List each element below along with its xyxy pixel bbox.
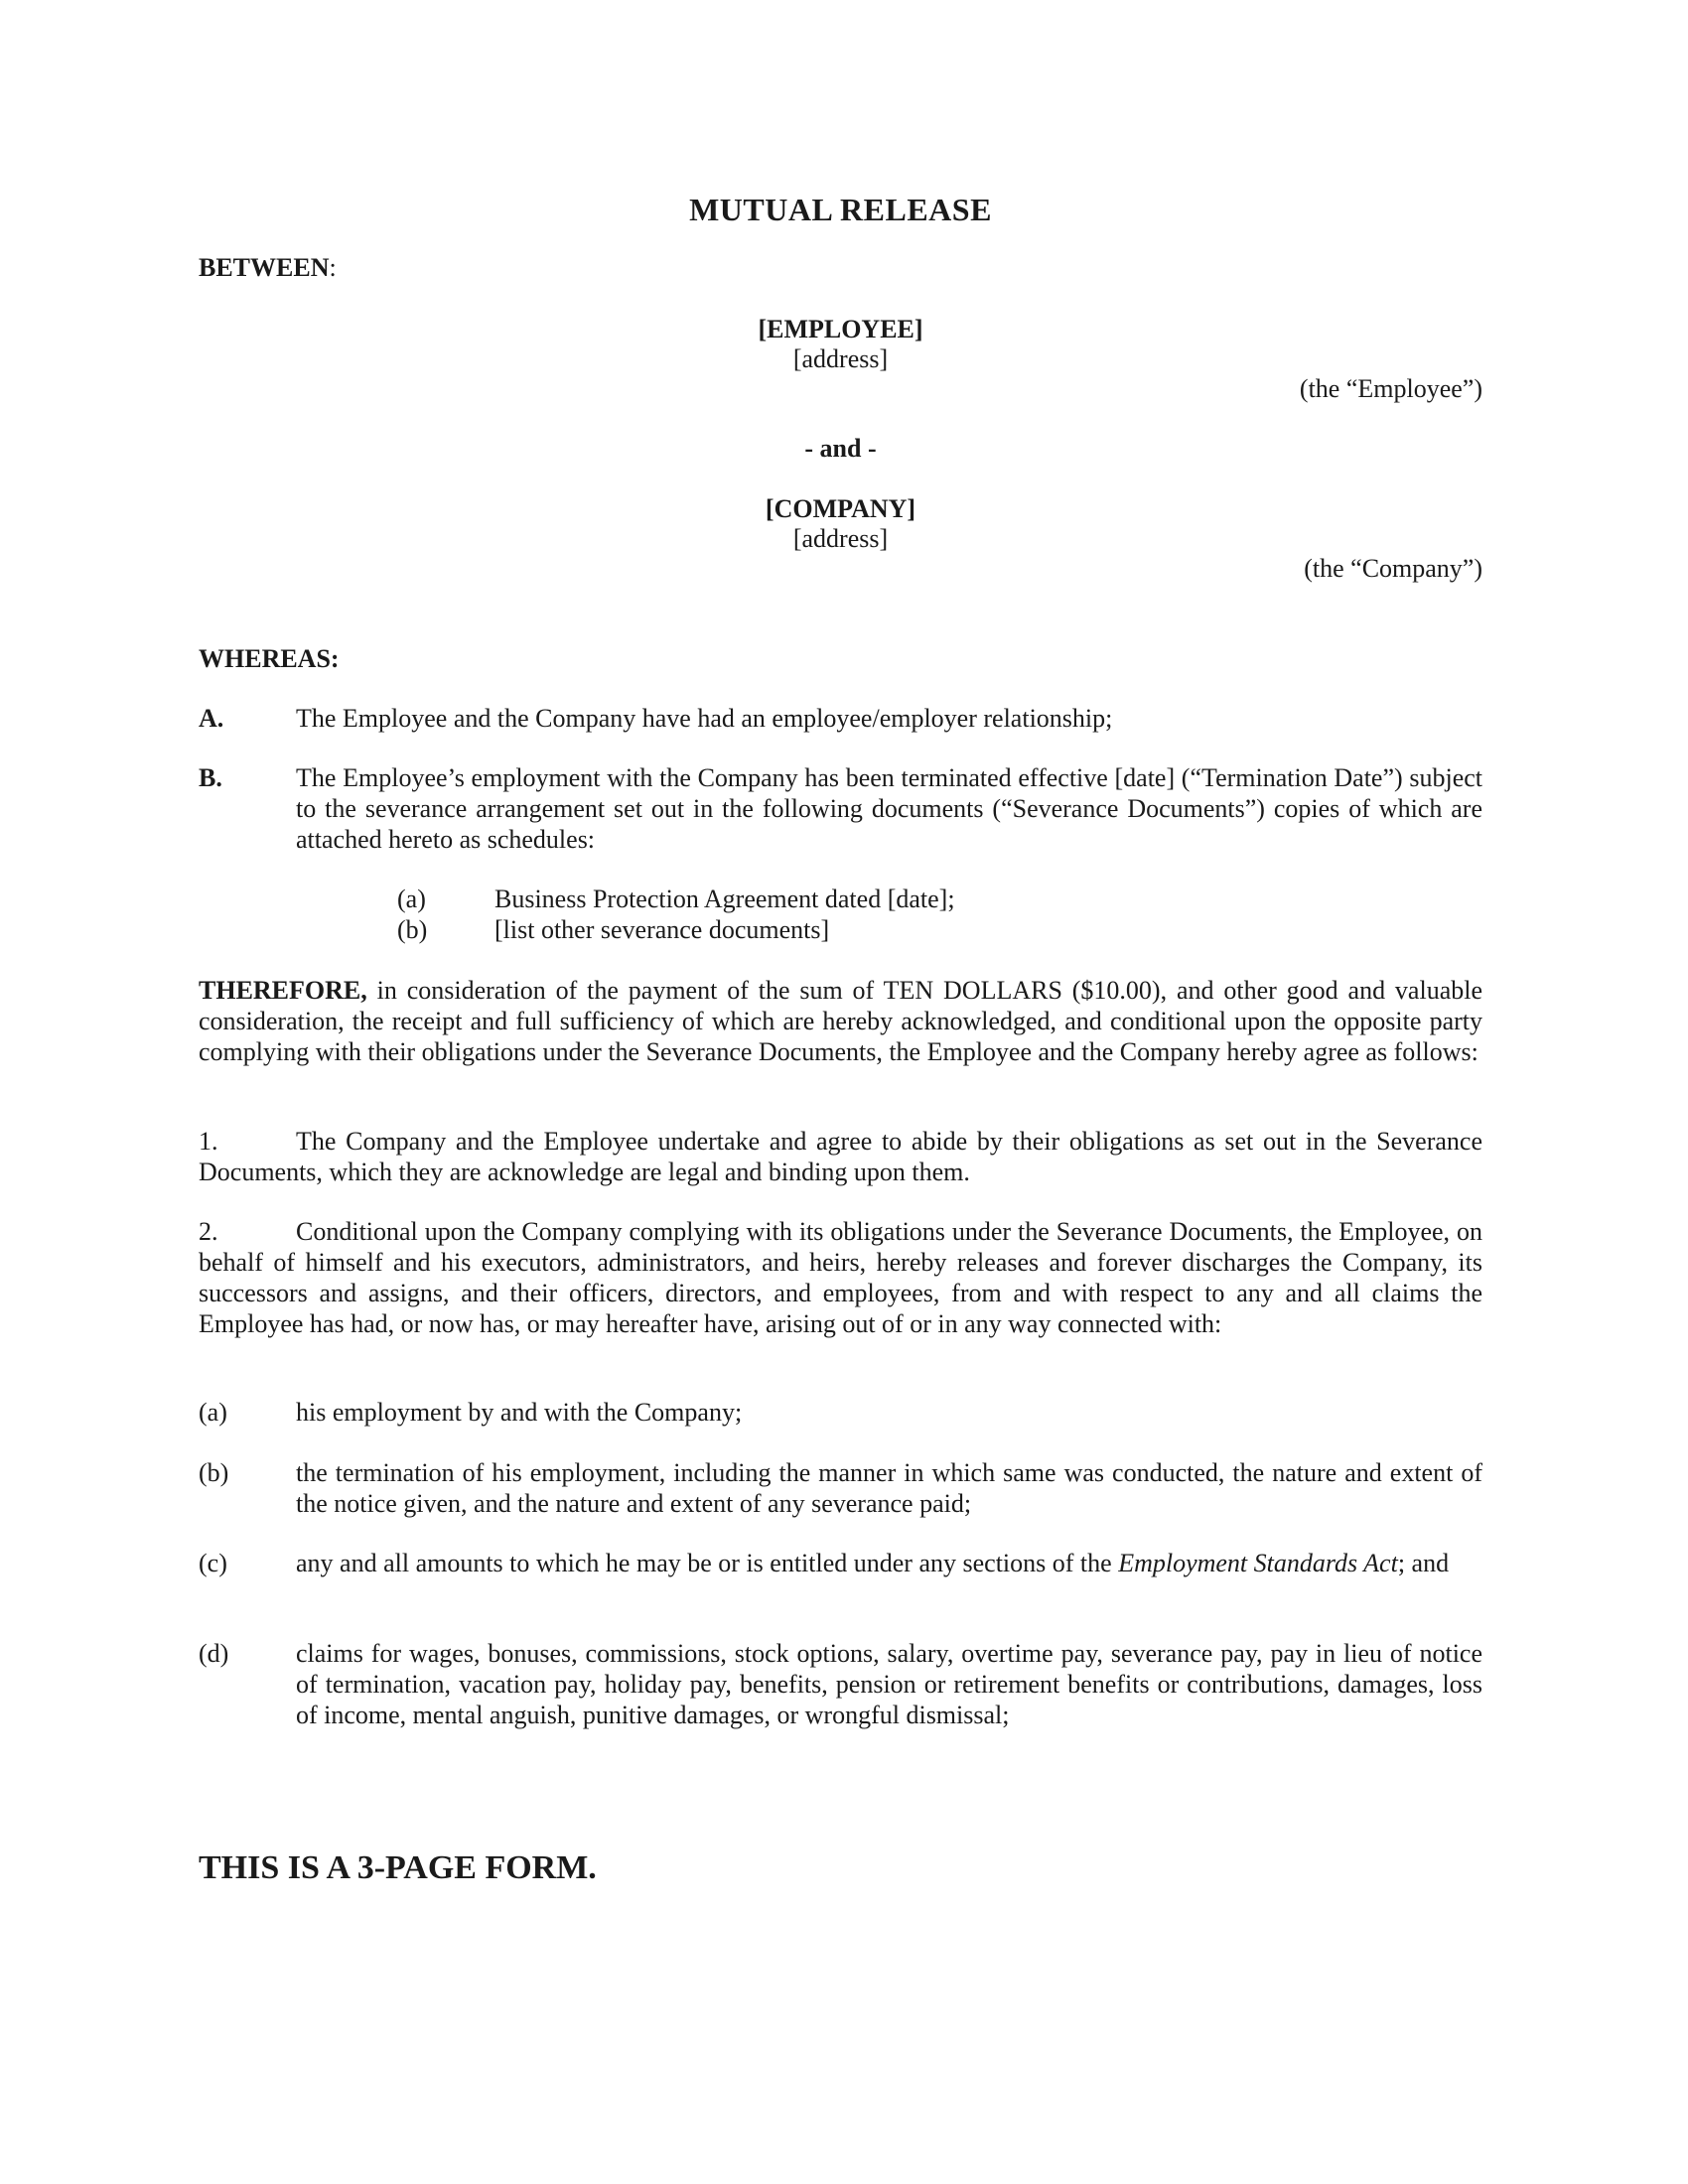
claim-text-before: any and all amounts to which he may be or is entitled under any sections of the <box>296 1549 1119 1577</box>
claim-label: (c) <box>199 1549 227 1577</box>
claim-text: his employment by and with the Company; <box>296 1398 743 1427</box>
therefore-text: in consideration of the payment of the sum of TEN DOLLARS ($10.00), and other good and valuable consideration, the receipt and full sufficiency of which are hereby acknowledged, and conditional upon the opposite party complying with their obligations under the Severance Documents, the Employee and the Company hereby agree as follows: <box>199 976 1482 1066</box>
employee-name: [EMPLOYEE] <box>758 315 923 343</box>
clause-1 <box>199 1126 1482 1187</box>
clause-number: 2. <box>199 1217 218 1246</box>
company-address: [address] <box>792 524 889 553</box>
document-title: MUTUAL RELEASE <box>689 192 992 227</box>
claim-label: (d) <box>199 1639 229 1668</box>
clause-number: 1. <box>199 1127 218 1156</box>
claim-label: (b) <box>199 1458 229 1487</box>
list-item-text: Business Protection Agreement dated [date]; <box>494 885 955 913</box>
whereas-heading: WHEREAS: <box>199 644 340 673</box>
list-item-text: [list other severance documents] <box>494 915 830 944</box>
therefore-lead: THEREFORE, <box>199 976 367 1005</box>
list-item-label: (b) <box>397 915 428 944</box>
claim-text <box>296 1548 1482 1578</box>
and-separator: - and - <box>804 434 877 463</box>
recital-label: B. <box>199 763 222 792</box>
form-length-notice: THIS IS A 3-PAGE FORM. <box>199 1849 597 1886</box>
employee-definition: (the “Employee”) <box>1299 374 1482 403</box>
claim-text: the termination of his employment, including the manner in which same was conducted, the nature and extent of the notice given, and the nature and extent of any severance paid; <box>296 1458 1482 1518</box>
list-item-label: (a) <box>397 885 426 913</box>
statute-name: Employment Standards Act <box>1118 1549 1398 1577</box>
company-name: [COMPANY] <box>765 494 916 523</box>
claim-text-after: ; and <box>1397 1549 1450 1577</box>
claim-label: (a) <box>199 1398 227 1427</box>
recital-label: A. <box>199 704 224 733</box>
recital-text: The Employee’s employment with the Company has been terminated effective [date] (“Termination Date”) subject to the severance arrangement set out in the following documents (“Severance Documents”) copies of which are attached hereto as schedules: <box>296 763 1482 854</box>
claim-text: claims for wages, bonuses, commissions, stock options, salary, overtime pay, severance pay, pay in lieu of notice of termination, vacation pay, holiday pay, benefits, pension or retirement benefits or contributions, damages, loss of income, mental anguish, punitive damages, or wrongful dismissal; <box>296 1639 1482 1729</box>
clause-2 <box>199 1216 1482 1339</box>
employee-address: [address] <box>792 344 889 373</box>
between-colon: : <box>329 253 337 282</box>
clause-text: Conditional upon the Company complying with its obligations under the Severance Documents, the Employee, on behalf of himself and his executors, administrators, and heirs, hereby releases and forever discharges the Company, its successors and assigns, and their officers, directors, and employees, from and with respect to any and all claims the Employee has had, or now has, or may hereafter have, arising out of or in any way connected with: <box>199 1217 1482 1338</box>
company-definition: (the “Company”) <box>1304 554 1482 583</box>
list-item <box>397 914 1291 945</box>
between-label: BETWEEN <box>199 253 330 282</box>
list-item <box>397 884 1291 914</box>
clause-text: The Company and the Employee undertake and agree to abide by their obligations as set out in the Severance Documents, which they are acknowledge are legal and binding upon them. <box>199 1127 1482 1186</box>
between-heading <box>199 252 337 283</box>
therefore-paragraph <box>199 975 1482 1067</box>
recital-text: The Employee and the Company have had an employee/employer relationship; <box>296 704 1113 733</box>
severance-documents-list <box>397 884 1291 945</box>
